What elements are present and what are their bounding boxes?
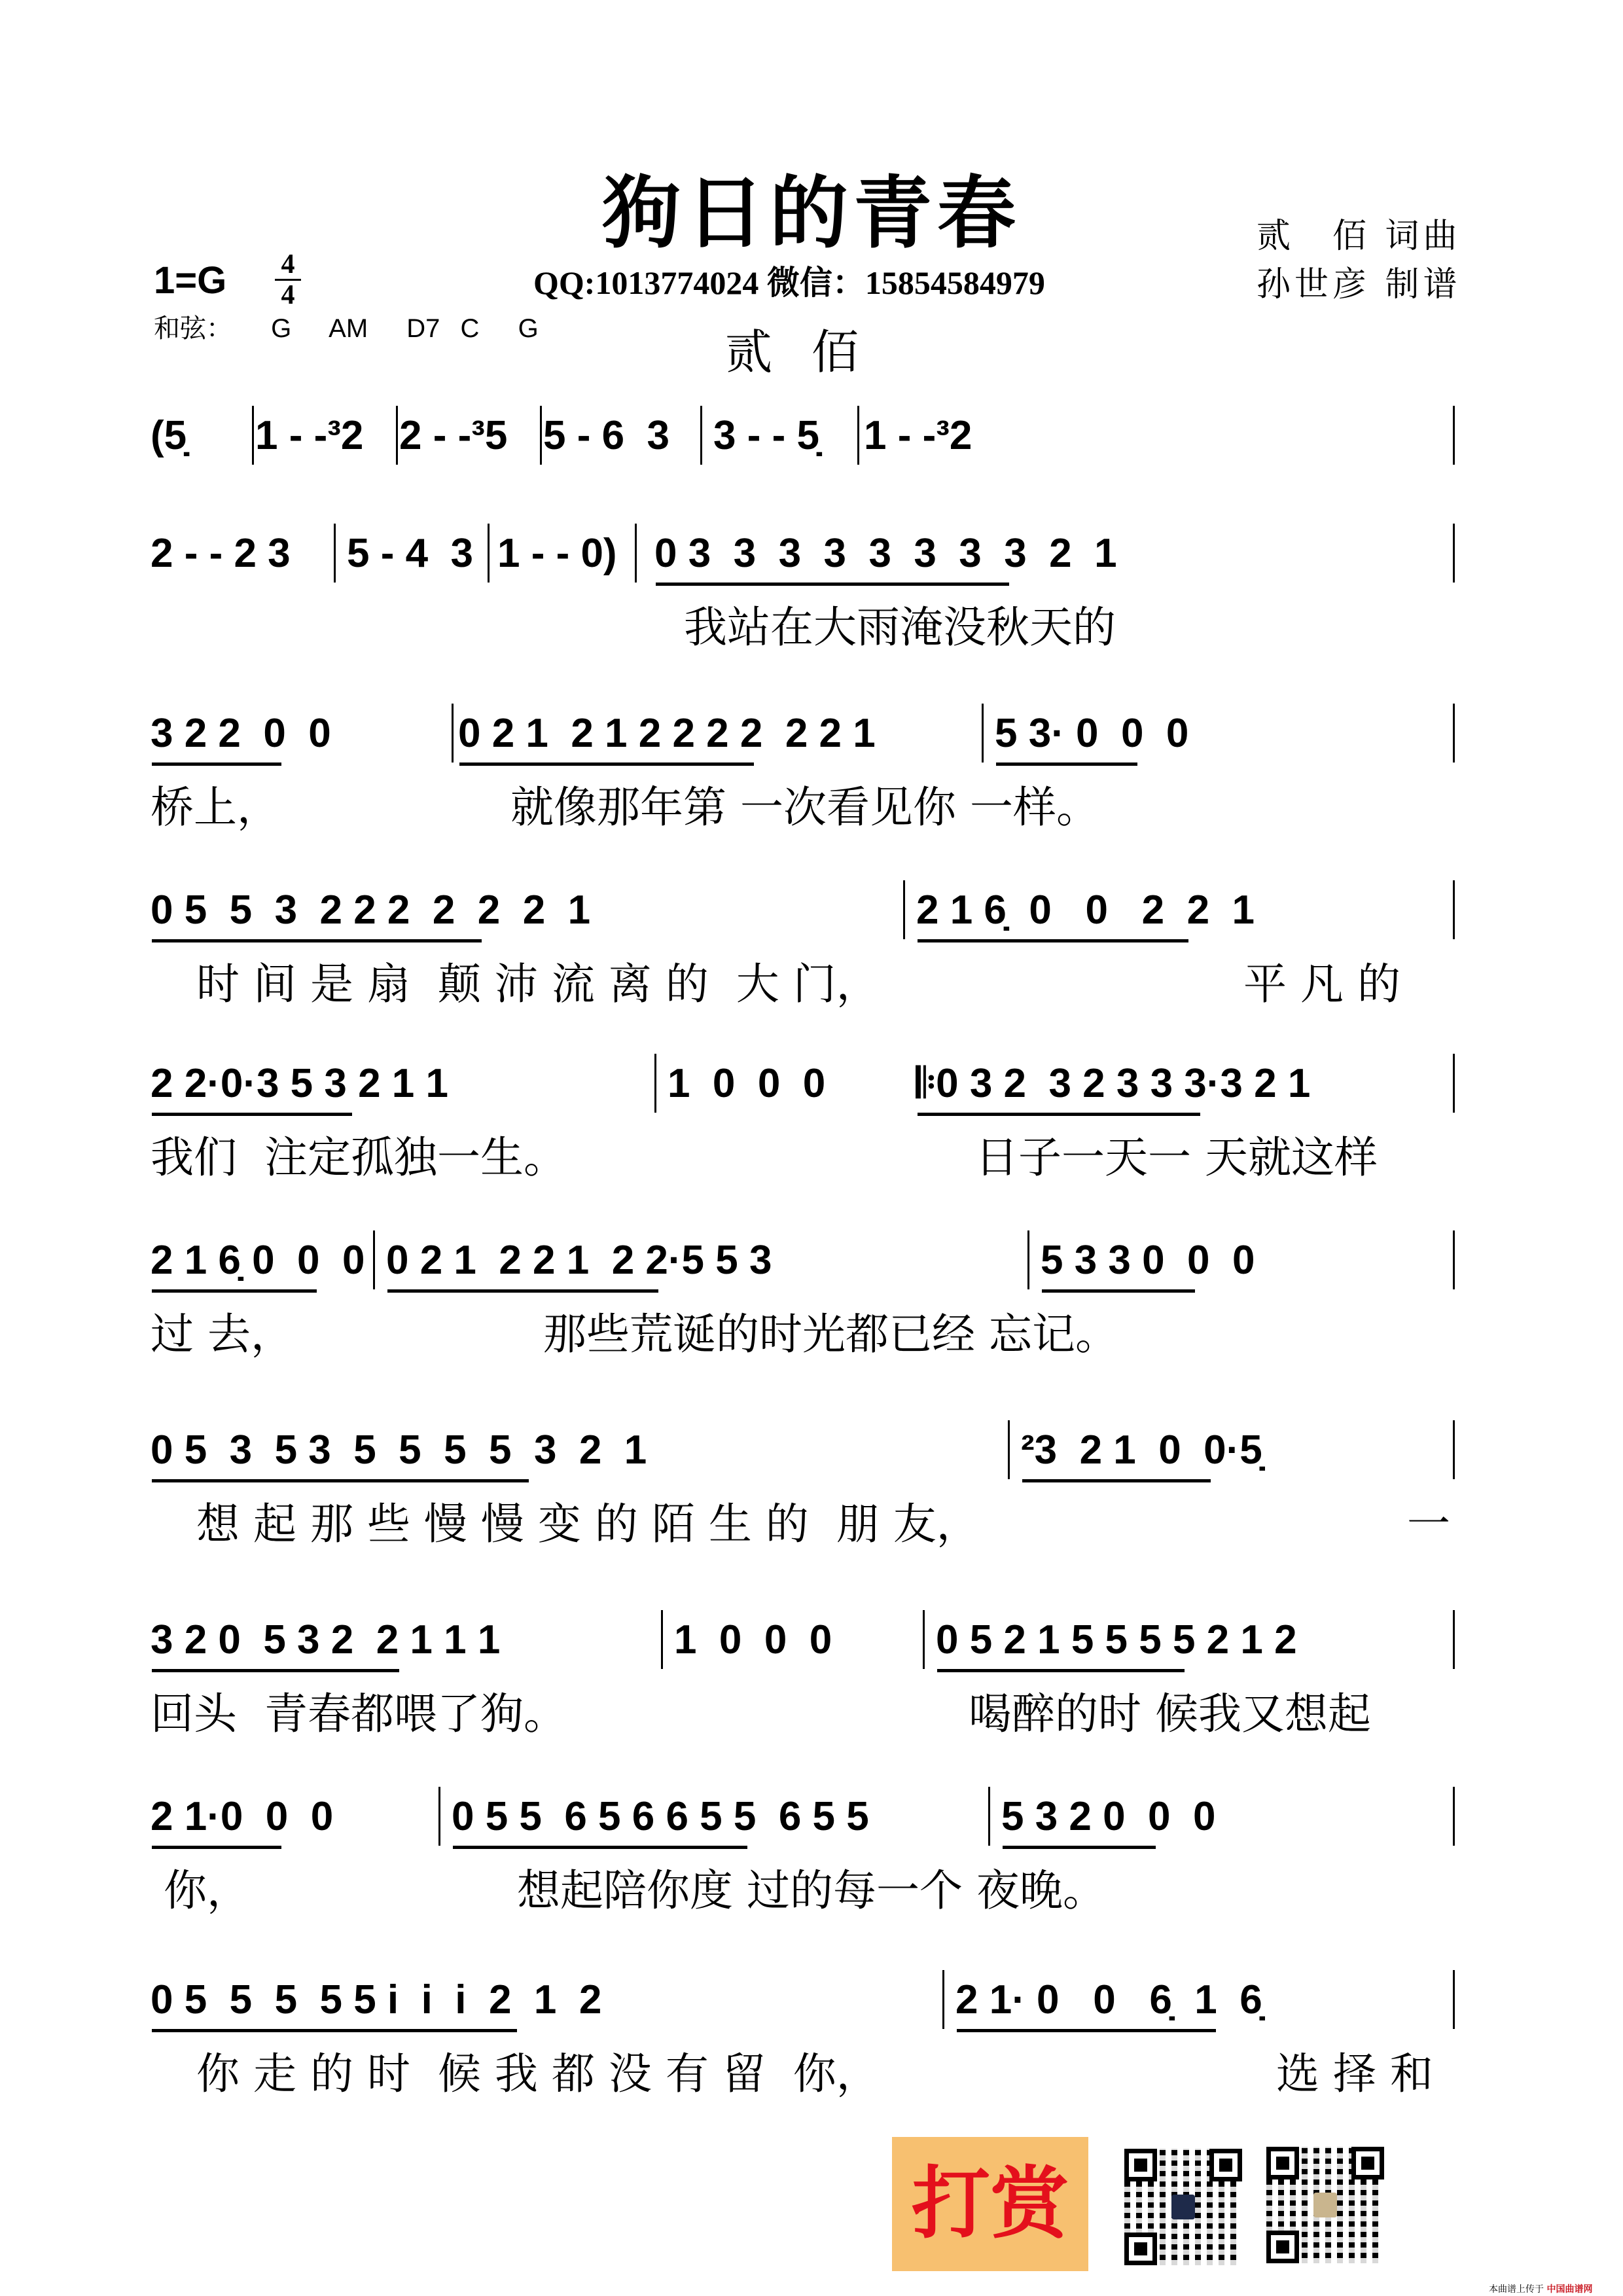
lyrics: 我们 注定孤独一生。 bbox=[151, 1132, 567, 1183]
beam-underline bbox=[152, 1846, 281, 1849]
lyrics: 想起陪你度 过的每一个 夜晚。 bbox=[517, 1865, 1106, 1916]
lyrics: 一 bbox=[1407, 1499, 1450, 1549]
beam-underline bbox=[957, 2029, 1216, 2032]
bar-line bbox=[438, 1787, 440, 1846]
key-signature: 1=G bbox=[154, 259, 227, 302]
bar-line bbox=[988, 1787, 990, 1846]
chords-label: 和弦： bbox=[154, 314, 232, 343]
bar-line bbox=[1453, 1787, 1455, 1846]
beam-underline bbox=[918, 939, 1188, 942]
lyrics: 你， bbox=[164, 1865, 250, 1916]
beam-underline bbox=[152, 1113, 352, 1116]
bar-line bbox=[903, 880, 905, 939]
beam-underline bbox=[918, 1113, 1200, 1116]
beam-underline bbox=[996, 762, 1137, 766]
lyrics: 日子一天一 天就这样 bbox=[975, 1132, 1378, 1183]
bar-line bbox=[540, 406, 542, 465]
measure-notes: 0 5 5 6 5 6 6 5 5 6 5 5 bbox=[452, 1794, 869, 1839]
measure-notes: 𝄆0 3 2 3 2 3 3 3·3 2 1 bbox=[916, 1061, 1311, 1106]
beam-underline bbox=[152, 1669, 399, 1672]
footer-source: 本曲谱上传于 中国曲谱网 bbox=[1489, 2284, 1593, 2295]
bar-line bbox=[700, 406, 702, 465]
measure-notes: 5 3 3 0 0 0 bbox=[1041, 1238, 1255, 1283]
lyrics: 选 择 和 bbox=[1276, 2049, 1433, 2099]
lyrics: 我站在大雨淹没秋天的 bbox=[684, 602, 1116, 653]
lyrics: 那些荒诞的时光都已经 忘记。 bbox=[543, 1309, 1118, 1359]
beam-underline bbox=[152, 2029, 517, 2032]
beam-underline bbox=[1003, 1846, 1156, 1849]
measure-notes: 2 1· 0 0 6̣ 1 6̣ bbox=[955, 1977, 1262, 2022]
notes-row bbox=[151, 1780, 1479, 1859]
measure-notes: 1 - -³2 bbox=[255, 413, 364, 458]
notes-row bbox=[151, 1604, 1479, 1682]
contact-info: QQ:1013774024 微信：15854584979 bbox=[533, 264, 1045, 301]
qr-code-alipay bbox=[1266, 2147, 1384, 2263]
measure-notes: 1 0 0 0 bbox=[674, 1617, 832, 1662]
bar-line bbox=[1453, 524, 1455, 583]
lyrics: 喝醉的时 候我又想起 bbox=[969, 1689, 1371, 1739]
beam-underline bbox=[937, 1669, 1185, 1672]
lyrics: 平 凡 的 bbox=[1243, 959, 1400, 1009]
bar-line bbox=[1453, 1970, 1455, 2029]
bar-line bbox=[1008, 1420, 1010, 1479]
measure-notes: 0 2 1 2 1 2 2 2 2 2 2 1 bbox=[458, 711, 876, 756]
beam-underline bbox=[656, 583, 1009, 586]
measure-notes: 1 - -³2 bbox=[864, 413, 972, 458]
measure-notes: 3 2 0 5 3 2 2 1 1 1 bbox=[151, 1617, 501, 1662]
measure-notes: 2 1 6̣ 0 0 2 2 1 bbox=[916, 888, 1255, 933]
composer-credit: 贰 佰 词曲 bbox=[1257, 217, 1461, 256]
measure-notes: 0 5 2 1 5 5 5 5 2 1 2 bbox=[936, 1617, 1297, 1662]
notes-row bbox=[151, 517, 1479, 596]
chord: AM bbox=[329, 314, 368, 343]
measure-notes: 3 - - 5̣ bbox=[713, 413, 819, 458]
notes-row bbox=[151, 874, 1479, 952]
bar-line bbox=[857, 406, 859, 465]
time-signature: 4 4 bbox=[275, 252, 301, 308]
arranger-credit: 孙世彦 制谱 bbox=[1257, 265, 1461, 304]
measure-notes: 2 1 6̣ 0 0 0 bbox=[151, 1238, 365, 1283]
singer-name: 贰佰 bbox=[724, 325, 898, 380]
measure-notes: 0 5 3 5 3 5 5 5 5 3 2 1 bbox=[151, 1427, 647, 1473]
measure-notes: 0 2 1 2 2 1 2 2·5 5 3 bbox=[386, 1238, 772, 1283]
bar-line bbox=[1453, 1054, 1455, 1113]
beam-underline bbox=[152, 1479, 529, 1482]
measure-notes: 5 3 2 0 0 0 bbox=[1001, 1794, 1216, 1839]
measure-notes: 0 3 3 3 3 3 3 3 3 2 1 bbox=[654, 531, 1117, 576]
measure-notes: 5 - 6 3 bbox=[543, 413, 669, 458]
notes-row bbox=[151, 1964, 1479, 2042]
bar-line bbox=[942, 1970, 944, 2029]
bar-line bbox=[661, 1610, 663, 1669]
bar-line bbox=[1453, 1420, 1455, 1479]
bar-line bbox=[1453, 1230, 1455, 1289]
beam-underline bbox=[152, 939, 482, 942]
reward-button[interactable]: 打赏 bbox=[892, 2137, 1088, 2271]
measure-notes: 2 2·0·3 5 3 2 1 1 bbox=[151, 1061, 448, 1106]
notes-row bbox=[151, 399, 1479, 478]
notes-row bbox=[151, 697, 1479, 776]
bar-line bbox=[252, 406, 254, 465]
lyrics: 想 起 那 些 慢 慢 变 的 陌 生 的 朋 友， bbox=[196, 1499, 980, 1549]
bar-line bbox=[1453, 1610, 1455, 1669]
beam-underline bbox=[1042, 1289, 1195, 1293]
bar-line bbox=[654, 1054, 656, 1113]
beam-underline bbox=[453, 1846, 747, 1849]
measure-notes: 2 1·0 0 0 bbox=[151, 1794, 334, 1839]
song-title: 狗日的青春 bbox=[602, 167, 1021, 259]
notes-row bbox=[151, 1224, 1479, 1302]
notes-row bbox=[151, 1047, 1479, 1126]
measure-notes: 2 - -³5 bbox=[399, 413, 508, 458]
bar-line bbox=[923, 1610, 925, 1669]
lyrics: 桥上， bbox=[151, 782, 280, 833]
beam-underline bbox=[152, 762, 281, 766]
bar-line bbox=[1453, 880, 1455, 939]
measure-notes: 0 5 5 5 5 5 i i i 2 1 2 bbox=[151, 1977, 602, 2022]
bar-line bbox=[635, 524, 637, 583]
measure-notes: 5 - 4 3 bbox=[347, 531, 473, 576]
bar-line bbox=[1453, 406, 1455, 465]
beam-underline bbox=[459, 762, 754, 766]
measure-notes: (5̣ bbox=[151, 413, 187, 458]
chord: C bbox=[460, 314, 480, 343]
bar-line bbox=[982, 704, 984, 762]
beam-underline bbox=[387, 1289, 658, 1293]
bar-line bbox=[1453, 704, 1455, 762]
chord: G bbox=[518, 314, 539, 343]
lyrics: 就像那年第 一次看见你 一样。 bbox=[510, 782, 1099, 833]
measure-notes: 1 0 0 0 bbox=[668, 1061, 826, 1106]
chord: G bbox=[271, 314, 292, 343]
bar-line bbox=[452, 704, 454, 762]
beam-underline bbox=[152, 1289, 317, 1293]
bar-line bbox=[488, 524, 490, 583]
lyrics: 你 走 的 时 候 我 都 没 有 留 你， bbox=[196, 2049, 880, 2099]
lyrics: 回头 青春都喂了狗。 bbox=[151, 1689, 567, 1739]
measure-notes: 1 - - 0) bbox=[497, 531, 617, 576]
bar-line bbox=[334, 524, 336, 583]
bar-line bbox=[396, 406, 398, 465]
qr-code-wechat bbox=[1124, 2149, 1242, 2265]
measure-notes: ²3 2 1 0 0·5̣ bbox=[1021, 1427, 1262, 1473]
notes-row bbox=[151, 1414, 1479, 1492]
measure-notes: 5 3· 0 0 0 bbox=[995, 711, 1189, 756]
measure-notes: 0 5 5 3 2 2 2 2 2 2 1 bbox=[151, 888, 591, 933]
bar-line bbox=[373, 1230, 375, 1289]
measure-notes: 2 - - 2 3 bbox=[151, 531, 291, 576]
beam-underline bbox=[1022, 1479, 1211, 1482]
site-brand: 中国曲谱网 bbox=[1546, 2284, 1593, 2295]
bar-line bbox=[1027, 1230, 1029, 1289]
chord: D7 bbox=[406, 314, 440, 343]
lyrics: 时 间 是 扇 颠 沛 流 离 的 大 门， bbox=[196, 959, 880, 1009]
lyrics: 过 去， bbox=[151, 1309, 294, 1359]
measure-notes: 3 2 2 0 0 bbox=[151, 711, 331, 756]
